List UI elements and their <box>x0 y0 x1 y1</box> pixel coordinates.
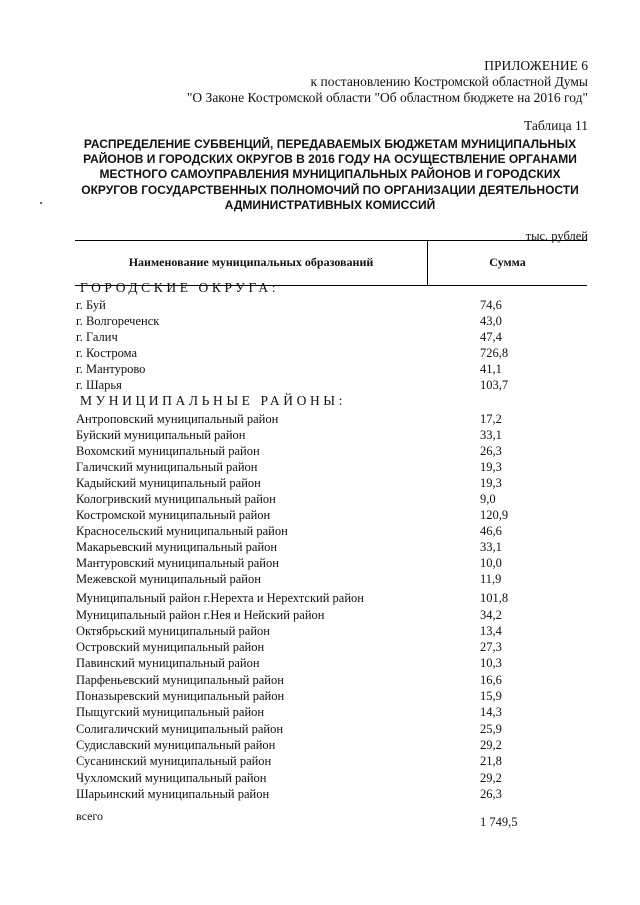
table-row <box>76 475 576 491</box>
row-value: 29,2 <box>480 771 502 785</box>
table-row <box>76 555 576 571</box>
row-value: 10,0 <box>480 556 502 570</box>
table-row <box>76 539 576 555</box>
section-heading-municipal-districts: МУНИЦИПАЛЬНЫЕ РАЙОНЫ: <box>80 393 347 408</box>
table-row <box>76 688 576 704</box>
row-name: г. Мантурово <box>76 362 146 376</box>
title-line: ОКРУГОВ ГОСУДАРСТВЕННЫХ ПОЛНОМОЧИЙ ПО ОРГАНИЗАЦИИ ДЕЯТЕЛЬНОСТИ <box>81 182 579 197</box>
title-line: РАСПРЕДЕЛЕНИЕ СУБВЕНЦИЙ, ПЕРЕДАВАЕМЫХ БЮДЖЕТАМ МУНИЦИПАЛЬНЫХ <box>83 137 577 151</box>
row-value: 16,6 <box>480 673 502 687</box>
row-name: г. Буй <box>76 298 106 312</box>
row-value: 101,8 <box>480 591 509 605</box>
table-row <box>76 770 576 786</box>
table-row <box>76 590 576 606</box>
row-name: Шарьинский муниципальный район <box>76 787 270 801</box>
row-name: г. Галич <box>76 330 118 344</box>
row-name: Поназыревский муниципальный район <box>76 689 285 703</box>
row-value: 43,0 <box>480 314 502 328</box>
row-value: 19,3 <box>480 476 502 490</box>
total-value: 1 749,5 <box>480 815 518 829</box>
row-value: 103,7 <box>480 378 509 392</box>
row-name: Муниципальный район г.Нерехта и Нерехтский район <box>76 591 364 605</box>
row-name: Костромской муниципальный район <box>76 508 271 522</box>
row-name: Муниципальный район г.Нея и Нейский район <box>76 608 325 622</box>
row-name: г. Волгореченск <box>76 314 160 328</box>
row-value: 26,3 <box>480 444 502 458</box>
table-row <box>76 721 576 737</box>
table-row <box>76 737 576 753</box>
row-value: 21,8 <box>480 754 502 768</box>
row-name: Судиславский муниципальный район <box>76 738 276 752</box>
row-name: г. Кострома <box>76 346 138 360</box>
column-header-sum: Сумма <box>489 255 526 269</box>
row-value: 27,3 <box>480 640 502 654</box>
row-name: Антроповский муниципальный район <box>76 412 279 426</box>
total-row <box>76 808 576 829</box>
row-name: г. Шарья <box>76 378 122 392</box>
table-row <box>76 443 576 459</box>
row-name: Октябрьский муниципальный район <box>76 624 270 638</box>
row-name: Сусанинский муниципальный район <box>76 754 272 768</box>
row-value: 46,6 <box>480 524 502 538</box>
table-row <box>76 704 576 720</box>
scan-speck <box>40 202 42 204</box>
title-line: РАЙОНОВ И ГОРОДСКИХ ОКРУГОВ В 2016 ГОДУ НА ОСУЩЕСТВЛЕНИЕ ОРГАНАМИ <box>83 152 577 167</box>
row-name: Парфеньевский муниципальный район <box>76 673 284 687</box>
row-value: 26,3 <box>480 787 502 801</box>
row-name: Мантуровский муниципальный район <box>76 556 279 570</box>
row-value: 10,3 <box>480 656 502 670</box>
row-name: Павинский муниципальный район <box>76 656 260 670</box>
row-value: 41,1 <box>480 362 502 376</box>
table-row <box>76 345 576 361</box>
table-row <box>76 639 576 655</box>
row-name: Макарьевский муниципальный район <box>76 540 278 554</box>
table-row <box>76 313 576 329</box>
row-value: 9,0 <box>480 492 496 506</box>
row-name: Кологривский муниципальный район <box>76 492 276 506</box>
row-value: 13,4 <box>480 624 502 638</box>
row-name: Островский муниципальный район <box>76 640 265 654</box>
column-header-name: Наименование муниципальных образований <box>128 255 374 269</box>
table-row <box>76 427 576 443</box>
document-title <box>60 137 600 213</box>
row-value: 25,9 <box>480 722 502 736</box>
row-value: 14,3 <box>480 705 502 719</box>
row-name: Вохомский муниципальный район <box>76 444 260 458</box>
appendix-label: ПРИЛОЖЕНИЕ 6 <box>484 58 588 73</box>
title-line: АДМИНИСТРАТИВНЫХ КОМИССИЙ <box>224 197 436 212</box>
row-value: 15,9 <box>480 689 502 703</box>
table-row <box>76 672 576 688</box>
row-value: 17,2 <box>480 412 502 426</box>
table-row <box>76 753 576 769</box>
table-row <box>76 571 576 587</box>
table-row <box>76 491 576 507</box>
row-value: 34,2 <box>480 608 502 622</box>
table-row <box>76 523 576 539</box>
table-row <box>76 507 576 523</box>
row-value: 74,6 <box>480 298 502 312</box>
row-name: Межевской муниципальный район <box>76 572 261 586</box>
row-name: Кадыйский муниципальный район <box>76 476 261 490</box>
table-row <box>76 361 576 377</box>
row-value: 726,8 <box>480 346 509 360</box>
row-value: 33,1 <box>480 540 502 554</box>
row-value: 47,4 <box>480 330 502 344</box>
title-line: МЕСТНОГО САМОУПРАВЛЕНИЯ МУНИЦИПАЛЬНЫХ РАЙОНОВ И ГОРОДСКИХ <box>99 167 561 182</box>
row-value: 33,1 <box>480 428 502 442</box>
table-row <box>76 459 576 475</box>
table-row <box>76 786 576 802</box>
table-row <box>76 329 576 345</box>
table-row <box>76 623 576 639</box>
table-row <box>76 297 576 313</box>
row-value: 120,9 <box>480 508 509 522</box>
row-name: Галичский муниципальный район <box>76 460 258 474</box>
row-name: Чухломский муниципальный район <box>76 771 267 785</box>
row-name: Красносельский муниципальный район <box>76 524 288 538</box>
resolution-line: к постановлению Костромской областной Думы <box>310 74 588 89</box>
units-label: тыс. рублей <box>525 229 588 243</box>
row-value: 29,2 <box>480 738 502 752</box>
table-row <box>76 607 576 623</box>
table-number: Таблица 11 <box>524 118 588 133</box>
law-title-line: "О Законе Костромской области "Об областном бюджете на 2016 год" <box>186 90 588 105</box>
row-value: 11,9 <box>480 572 502 586</box>
total-label: всего <box>76 809 104 823</box>
table-row <box>76 411 576 427</box>
section-heading-city-districts: ГОРОДСКИЕ ОКРУГА: <box>80 280 280 295</box>
row-name: Пыщугский муниципальный район <box>76 705 265 719</box>
row-name: Буйский муниципальный район <box>76 428 246 442</box>
row-value: 19,3 <box>480 460 502 474</box>
table-row <box>76 655 576 671</box>
row-name: Солигаличский муниципальный район <box>76 722 284 736</box>
table-row <box>76 377 576 393</box>
